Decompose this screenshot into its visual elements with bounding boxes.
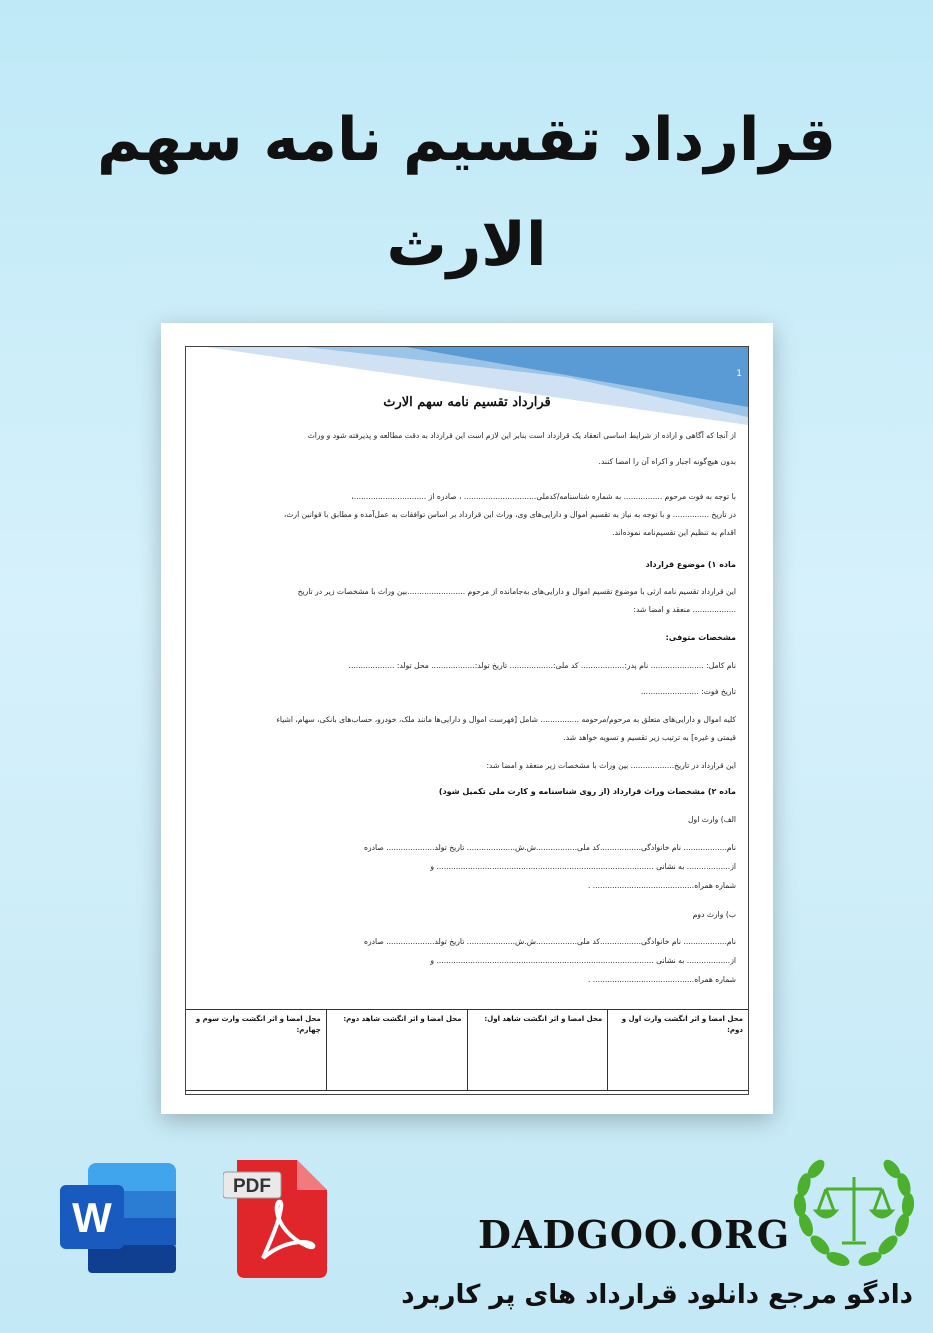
signature-cell: محل امضا و اثر انگشت وارث اول و دوم: [607, 1010, 748, 1090]
pdf-icon-label: PDF [233, 1176, 271, 1197]
doc-line: ب) وارث دوم [692, 910, 736, 919]
tagline: دادگو مرجع دانلود قرارداد های پر کاربرد [401, 1280, 913, 1310]
page-title-line-2: الارث [386, 210, 547, 280]
doc-line: شماره همراه.......................................... . [587, 975, 736, 984]
doc-line: اقدام به تنظیم این تقسیم‌نامه نموده‌اند. [612, 528, 736, 537]
signature-cell: محل امضا و اثر انگشت وارث سوم و چهارم: [195, 1015, 321, 1034]
doc-line: نام.................. نام خانوادگی.................کد ملی.................ش.ش.................... تاریخ تولد.................... صادره [364, 843, 736, 852]
doc-line: بدون هیچ‌گونه اجبار و اکراه آن را امضا کنند. [598, 457, 736, 466]
doc-line: .................. منعقد و امضا شد: [633, 605, 736, 614]
document-frame [185, 346, 749, 1095]
signature-cell: محل امضا و اثر انگشت شاهد دوم: [326, 1010, 467, 1090]
section-heading: ماده ۱) موضوع قرارداد [645, 560, 736, 569]
page-title-line-1: قرارداد تقسیم نامه سهم [96, 105, 837, 175]
signature-cell: محل امضا و اثر انگشت شاهد اول: [467, 1010, 608, 1090]
doc-line: از.................. به نشانی .......................................................................................... و [430, 862, 736, 871]
doc-line: نام کامل: ...................... نام پدر:.................. کد ملی:.................. تاریخ تولد:.................. محل تولد: ................... [348, 661, 736, 670]
header-decoration [186, 347, 748, 427]
doc-line: از آنجا که آگاهی و اراده از شرایط اساسی انعقاد یک قرارداد است بنابر این لازم است این قرارداد به دقت مطالعه و پذیرفته شود و وراث [307, 431, 736, 440]
page-number: 1 [736, 369, 742, 379]
section-heading: مشخصات متوفی: [665, 633, 736, 642]
word-icon[interactable] [60, 1163, 178, 1273]
document-title: قرارداد تقسیم نامه سهم الارث [383, 395, 551, 410]
document-preview [161, 323, 773, 1114]
doc-line: در تاریخ ............... و با توجه به نیاز به تقسیم اموال و دارایی‌های وی، وراث این قرارداد بر اساس توافقات به عمل‌آمده و مطابق با قوانین ارث، [283, 510, 736, 519]
scales-of-justice-logo-icon [790, 1155, 918, 1273]
doc-line: کلیه اموال و دارایی‌های متعلق به مرحوم/مرحومه ................ شامل [فهرست اموال و دارایی‌ها مانند ملک، خودرو، حساب‌های بانکی، سهام، اشیاء [276, 715, 736, 724]
doc-line: از.................. به نشانی .......................................................................................... و [430, 956, 736, 965]
doc-line: نام.................. نام خانوادگی.................کد ملی.................ش.ش.................... تاریخ تولد.................... صادره [364, 937, 736, 946]
signature-table [186, 1009, 748, 1091]
word-icon-label: W [72, 1194, 112, 1241]
pdf-icon[interactable] [223, 1160, 327, 1278]
doc-line: شماره همراه.......................................... . [587, 881, 736, 890]
section-heading: ماده ۲) مشخصات وراث قرارداد (از روی شناسنامه و کارت ملی تکمیل شود) [438, 787, 736, 796]
doc-line: الف) وارث اول [688, 815, 736, 824]
doc-line: این قرارداد تقسیم نامه ارثی با موضوع تقسیم اموال و دارایی‌های به‌جامانده از مرحوم ........................بین وراث با مشخصات زیر در تاریخ [297, 587, 736, 596]
brand-name: DADGOO.ORG [478, 1212, 791, 1257]
doc-line: با توجه به فوت مرحوم ................ به شماره شناسنامه/کدملی.............................. ، صادره از ..............................، [351, 492, 736, 501]
doc-line: قیمتی و غیره] به ترتیب زیر تقسیم و تسویه خواهد شد. [563, 733, 736, 742]
doc-line: تاریخ فوت: ........................ [640, 687, 736, 696]
doc-line: این قرارداد در تاریخ.................. بین وراث با مشخصات زیر منعقد و امضا شد: [486, 761, 736, 770]
